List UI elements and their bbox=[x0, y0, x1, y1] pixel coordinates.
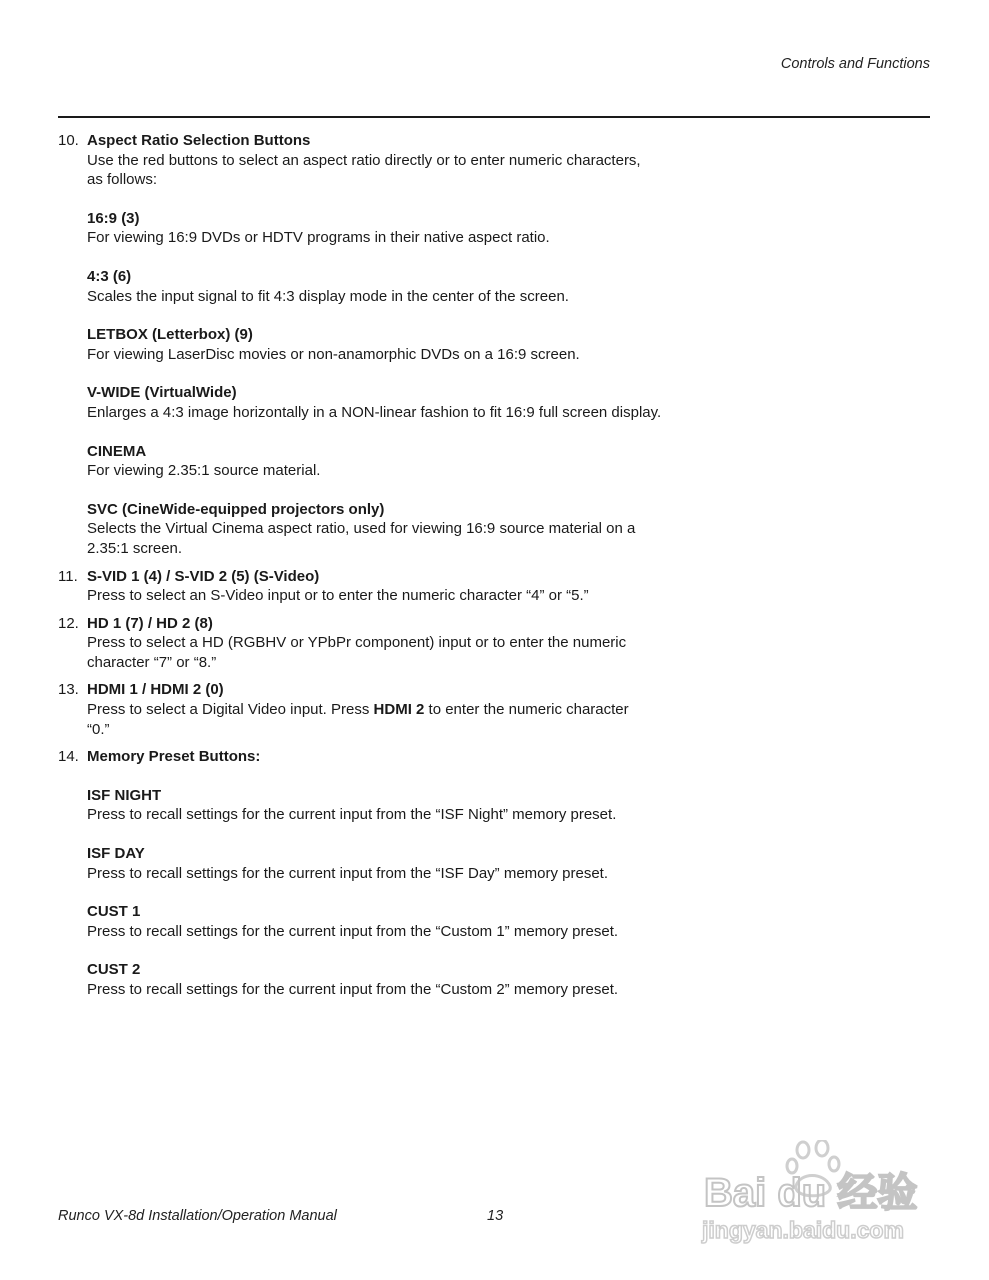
item-text: Use the red buttons to select an aspect ratio directly or to enter numeric characters, bbox=[87, 151, 641, 169]
list-item-10 bbox=[58, 131, 698, 559]
item-title: Memory Preset Buttons: bbox=[87, 748, 261, 766]
sub-title: CINEMA bbox=[87, 442, 147, 460]
item-number: 13. bbox=[58, 681, 79, 699]
sub-text: Selects the Virtual Cinema aspect ratio, used for viewing 16:9 source material on a bbox=[87, 520, 636, 538]
sub-text: For viewing 2.35:1 source material. bbox=[87, 462, 321, 480]
baidu-watermark-logo bbox=[700, 1140, 940, 1250]
page-number: 13 bbox=[487, 1208, 504, 1224]
item-text: character “7” or “8.” bbox=[87, 653, 217, 671]
text-run: Press to select a Digital Video input. Press bbox=[87, 701, 374, 719]
item-title: S-VID 1 (4) / S-VID 2 (5) (S-Video) bbox=[87, 567, 320, 585]
watermark-logo-text: Bai du 经验 bbox=[704, 1171, 918, 1215]
sub-text: For viewing 16:9 DVDs or HDTV programs in their native aspect ratio. bbox=[87, 229, 550, 247]
item-text: Press to select a HD (RGBHV or YPbPr component) input or to enter the numeric bbox=[87, 634, 627, 652]
text-run: to enter the numeric character bbox=[424, 701, 629, 719]
sub-text: Press to recall settings for the current input from the “ISF Night” memory preset. bbox=[87, 806, 617, 824]
sub-title: 16:9 (3) bbox=[87, 209, 140, 227]
sub-text: Press to recall settings for the current input from the “Custom 2” memory preset. bbox=[87, 981, 619, 998]
sub-title: CUST 2 bbox=[87, 961, 141, 979]
header-rule bbox=[58, 116, 930, 118]
list-item-14 bbox=[58, 747, 698, 999]
sub-title: SVC (CineWide-equipped projectors only) bbox=[87, 500, 385, 518]
item-number: 10. bbox=[58, 132, 79, 149]
item-title: HD 1 (7) / HD 2 (8) bbox=[87, 614, 213, 632]
document-body bbox=[58, 131, 698, 1000]
item-title: HDMI 1 / HDMI 2 (0) bbox=[87, 681, 224, 699]
sub-text: For viewing LaserDisc movies or non-anamorphic DVDs on a 16:9 screen. bbox=[87, 345, 580, 363]
sub-text: 2.35:1 screen. bbox=[87, 539, 183, 557]
sub-text: Enlarges a 4:3 image horizontally in a NON-linear fashion to fit 16:9 full screen display. bbox=[87, 403, 662, 421]
item-text bbox=[87, 700, 698, 720]
footer-manual-title: Runco VX-8d Installation/Operation Manual bbox=[58, 1208, 337, 1224]
sub-title: V-WIDE (VirtualWide) bbox=[87, 384, 237, 402]
watermark-url: jingyan.baidu.com bbox=[702, 1217, 904, 1243]
sub-title: ISF DAY bbox=[87, 845, 145, 863]
item-number: 11. bbox=[58, 567, 78, 585]
sub-title: ISF NIGHT bbox=[87, 786, 162, 804]
item-text: as follows: bbox=[87, 171, 158, 189]
sub-text: Scales the input signal to fit 4:3 display mode in the center of the screen. bbox=[87, 287, 569, 305]
item-title: Aspect Ratio Selection Buttons bbox=[87, 132, 311, 149]
inline-bold-label: HDMI 2 bbox=[373, 701, 425, 719]
section-header: Controls and Functions bbox=[780, 56, 930, 72]
item-number: 12. bbox=[58, 614, 79, 632]
sub-title: LETBOX (Letterbox) (9) bbox=[87, 326, 253, 344]
sub-text: Press to recall settings for the current input from the “Custom 1” memory preset. bbox=[87, 922, 619, 940]
list-item-12 bbox=[58, 614, 698, 673]
item-text: “0.” bbox=[87, 720, 110, 738]
sub-title: 4:3 (6) bbox=[87, 267, 132, 285]
sub-title: CUST 1 bbox=[87, 903, 141, 921]
sub-text: Press to recall settings for the current input from the “ISF Day” memory preset. bbox=[87, 864, 609, 882]
list-item-13 bbox=[58, 680, 698, 739]
item-number: 14. bbox=[58, 748, 79, 766]
item-text: Press to select an S-Video input or to enter the numeric character “4” or “5.” bbox=[87, 587, 589, 605]
list-item-11 bbox=[58, 567, 698, 606]
